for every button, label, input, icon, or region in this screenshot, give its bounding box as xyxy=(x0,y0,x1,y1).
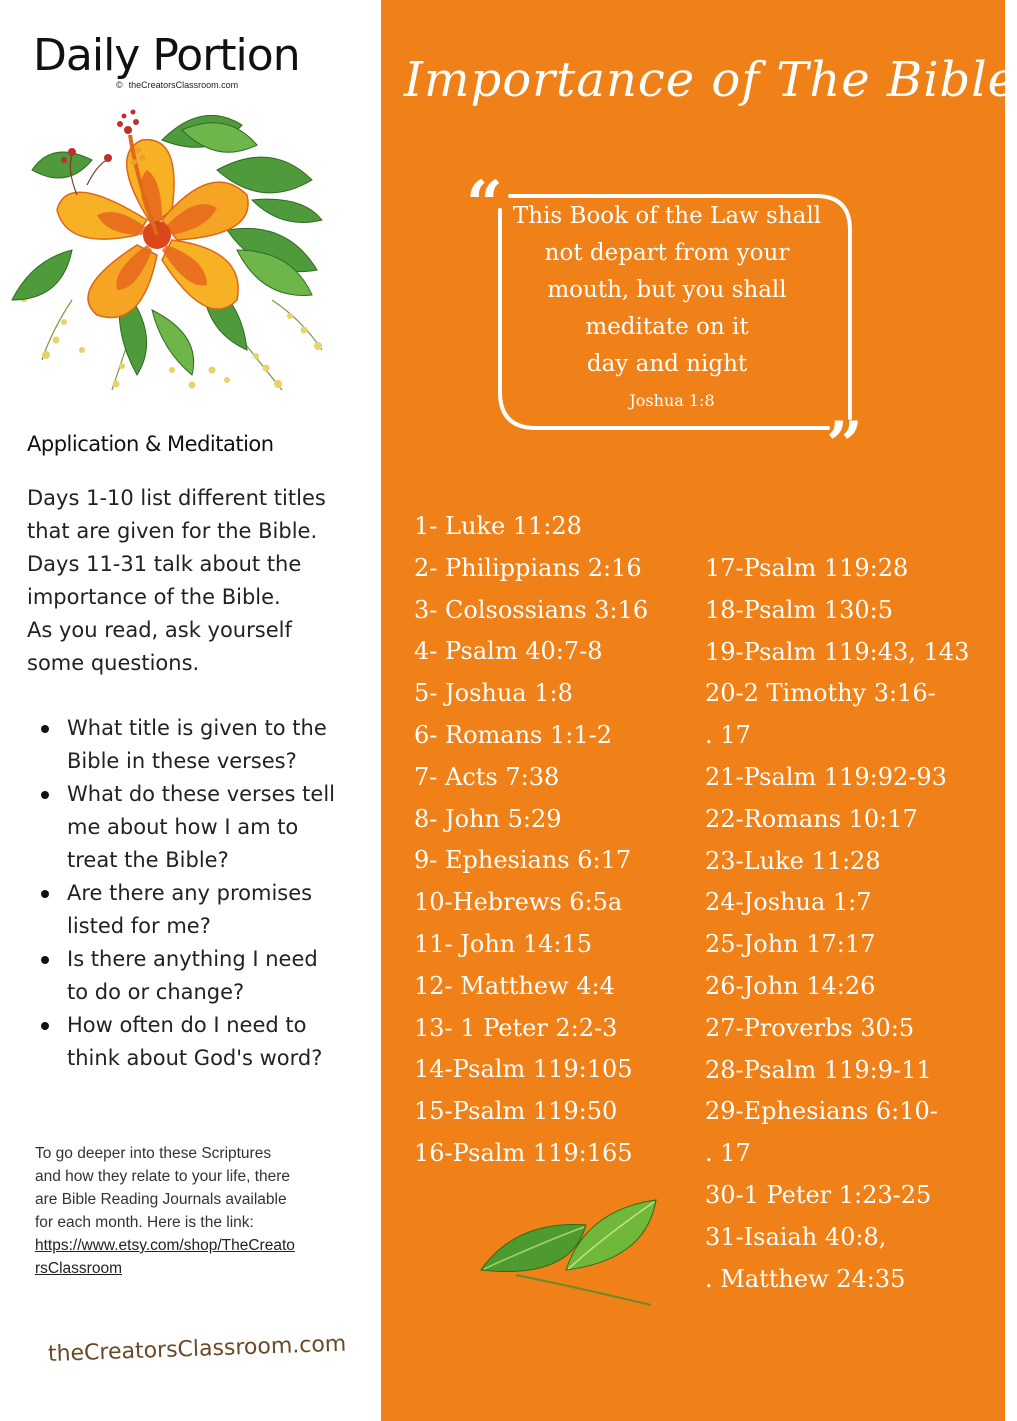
reading-item: 22-Romans 10:17 xyxy=(705,804,918,833)
brand-copyright xyxy=(116,80,238,90)
open-quote-icon: “ xyxy=(466,167,503,242)
reading-item: 14-Psalm 119:105 xyxy=(414,1055,633,1084)
reading-item: 24-Joshua 1:7 xyxy=(705,888,872,917)
intro-line: As you read, ask yourself xyxy=(27,618,292,642)
journal-note: To go deeper into these Scriptures and how they relate to your life, there are Bible Reading Journals available for each month. Here is the link: https://www.etsy.com/shop/TheCreato rsClassroom xyxy=(35,1142,335,1280)
bullet-icon xyxy=(41,725,49,733)
main-title: Importance of The Bible xyxy=(404,52,1017,108)
reading-item: 9- Ephesians 6:17 xyxy=(414,846,632,875)
reading-item: 7- Acts 7:38 xyxy=(414,762,560,791)
quote-text xyxy=(500,198,834,383)
footer-site: theCreatorsClassroom.com xyxy=(47,1331,347,1367)
quote-line: meditate on it xyxy=(585,314,749,340)
copyright-site: theCreatorsClassroom.com xyxy=(128,80,239,90)
intro-line: Days 11-31 talk about the xyxy=(27,552,302,576)
reading-item: 16-Psalm 119:165 xyxy=(414,1138,633,1167)
reading-item: 27-Proverbs 30:5 xyxy=(705,1013,915,1042)
reading-item: 5- Joshua 1:8 xyxy=(414,679,573,708)
bullet-icon xyxy=(41,791,49,799)
quote-line: mouth, but you shall xyxy=(547,277,787,303)
question-item: What do these verses tell me about how I am to treat the Bible? xyxy=(27,778,357,877)
bullet-icon xyxy=(41,890,49,898)
reading-item: 10-Hebrews 6:5a xyxy=(414,888,623,917)
quote-line: not depart from your xyxy=(544,240,790,266)
reading-item: 21-Psalm 119:92-93 xyxy=(705,762,947,791)
reading-item: 26-John 14:26 xyxy=(705,971,876,1000)
reading-item: . Matthew 24:35 xyxy=(705,1264,906,1293)
reading-item: 3- Colsossians 3:16 xyxy=(414,595,649,624)
reading-item: 8- John 5:29 xyxy=(414,804,562,833)
reading-item: 4- Psalm 40:7-8 xyxy=(414,637,603,666)
reading-item: 13- 1 Peter 2:2-3 xyxy=(414,1013,618,1042)
bullet-icon xyxy=(41,1022,49,1030)
reading-item: 29-Ephesians 6:10- xyxy=(705,1097,938,1126)
reading-item: 6- Romans 1:1-2 xyxy=(414,720,612,749)
brand-title: Daily Portion xyxy=(33,30,300,81)
question-item: What title is given to the Bible in these verses? xyxy=(27,712,357,778)
reading-item: 20-2 Timothy 3:16- xyxy=(705,679,936,708)
reading-item: 30-1 Peter 1:23-25 xyxy=(705,1180,932,1209)
copyright-symbol: © xyxy=(116,80,123,90)
reading-item: . 17 xyxy=(705,1139,751,1168)
reading-item: 31-Isaiah 40:8, xyxy=(705,1222,887,1251)
readings-column-2 xyxy=(705,548,969,1300)
intro-line: importance of the Bible. xyxy=(27,585,281,609)
quote-line: This Book of the Law shall xyxy=(512,203,822,229)
intro-line: that are given for the Bible. xyxy=(27,519,318,543)
reading-item: 12- Matthew 4:4 xyxy=(414,971,615,1000)
reading-item: 17-Psalm 119:28 xyxy=(705,554,909,582)
reading-item: 15-Psalm 119:50 xyxy=(414,1097,618,1126)
reading-item: 28-Psalm 119:9-11 xyxy=(705,1055,932,1084)
readings-column-1 xyxy=(414,506,648,1175)
left-panel xyxy=(0,0,381,1421)
leaves-illustration xyxy=(476,1195,666,1310)
question-item: Is there anything I need to do or change? xyxy=(27,943,357,1009)
intro-paragraph xyxy=(27,482,347,680)
reading-item: 18-Psalm 130:5 xyxy=(705,595,894,624)
reading-item: 25-John 17:17 xyxy=(705,930,876,959)
reading-item: . 17 xyxy=(705,721,751,750)
close-quote-icon: ” xyxy=(826,408,863,483)
reading-item: 2- Philippians 2:16 xyxy=(414,553,642,582)
reading-item: 1- Luke 11:28 xyxy=(414,512,582,540)
intro-line: Days 1-10 list different titles xyxy=(27,486,326,510)
reading-item: 19-Psalm 119:43, 143 xyxy=(705,637,970,666)
quote-line: day and night xyxy=(586,351,748,377)
hibiscus-flower-illustration xyxy=(12,100,342,400)
bullet-icon xyxy=(41,956,49,964)
application-heading: Application & Meditation xyxy=(27,432,274,456)
question-item: How often do I need to think about God's word? xyxy=(27,1009,357,1075)
question-list xyxy=(27,712,357,1075)
etsy-shop-link[interactable]: https://www.etsy.com/shop/TheCreato rsClassroom xyxy=(35,1237,295,1277)
quote-reference: Joshua 1:8 xyxy=(629,391,715,410)
intro-line: some questions. xyxy=(27,651,200,675)
reading-item: 23-Luke 11:28 xyxy=(705,846,881,875)
reading-item: 11- John 14:15 xyxy=(414,929,593,958)
question-item: Are there any promises listed for me? xyxy=(27,877,357,943)
